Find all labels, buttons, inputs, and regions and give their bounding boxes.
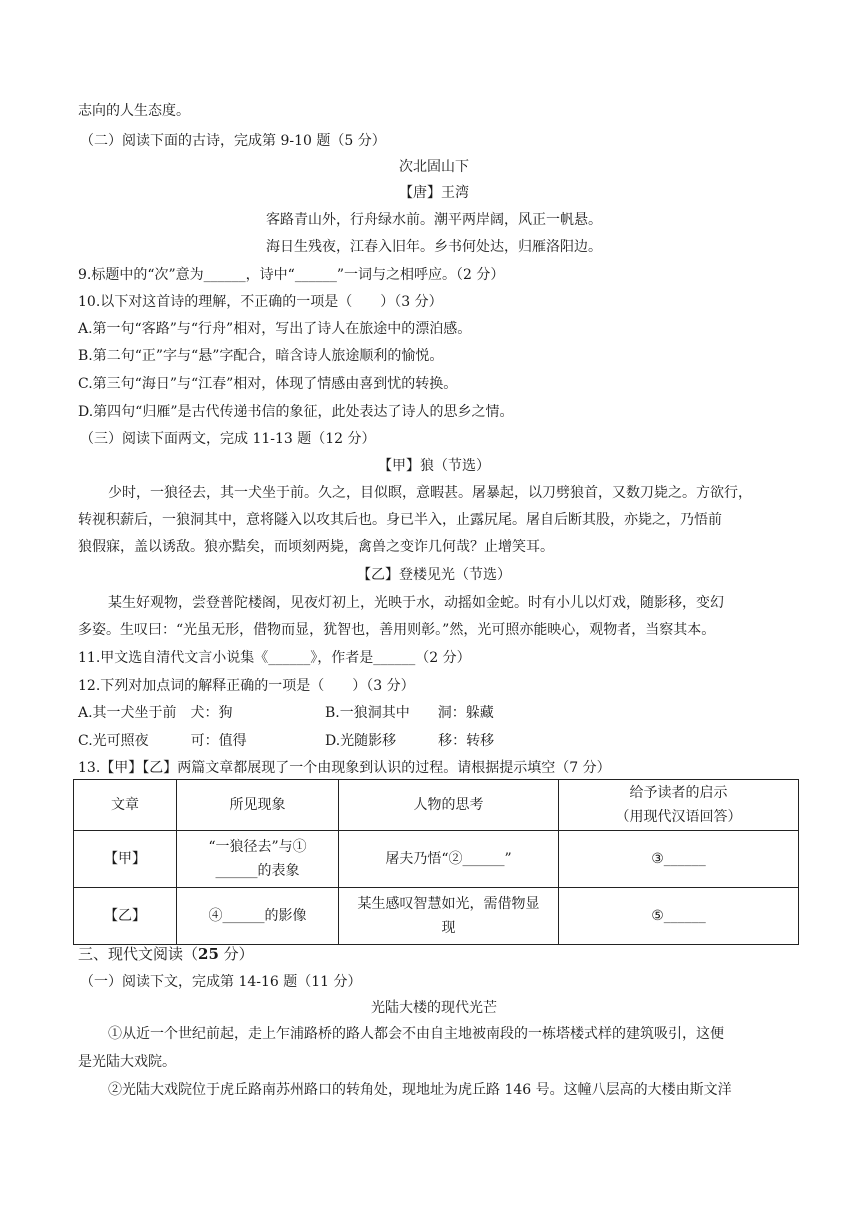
- section-3-heading-text: 三、现代文阅读（: [78, 945, 199, 963]
- question-10-option-b: B.第二句“正”字与“悬”字配合，暗含诗人旅途顺利的愉悦。: [78, 348, 444, 364]
- section-3-heading: [78, 944, 254, 964]
- text-yi-title: 【乙】登楼见光（节选）: [357, 567, 511, 583]
- question-12-option-a: A.其一犬坐于前 犬：狗: [78, 705, 233, 721]
- table-cell: ③______: [559, 831, 799, 888]
- table-cell: 屠夫乃悟“②______”: [339, 831, 559, 888]
- text-yi-para-2: 多姿。生叹曰：“光虽无形，借物而显，犹智也，善用则彰。”然，光可照亦能映心，观物者，当察其本。: [78, 622, 716, 638]
- article-para-2-line-1: ②光陆大戏院位于虎丘路南苏州路口的转角处，现地址为虎丘路 146 号。这幢八层高的大楼由斯文洋: [108, 1082, 732, 1098]
- section-2-intro: （二）阅读下面的古诗，完成第 9-10 题（5 分）: [80, 133, 386, 149]
- text-jia-title: 【甲】狼（节选）: [378, 458, 490, 474]
- table-cell: 【甲】: [74, 831, 177, 888]
- question-12-option-d: D.光随影移 移：转移: [325, 733, 495, 749]
- question-10-option-c: C.第三句“海日”与“江春”相对，体现了情感由喜到忧的转换。: [78, 376, 458, 392]
- question-12-option-b: B.一狼洞其中 洞：躲藏: [325, 705, 494, 721]
- section-3-intro: （三）阅读下面两文，完成 11-13 题（12 分）: [80, 431, 376, 447]
- table-header-cell: 文章: [74, 780, 177, 831]
- poem-title: 次北固山下: [399, 159, 469, 175]
- text-jia-para-2: 转视积薪后，一狼洞其中，意将隧入以攻其后也。身已半入，止露尻尾。屠自后断其股，亦毙之，乃悟前: [78, 512, 722, 528]
- question-11: 11.甲文选自清代文言小说集《______》，作者是______（2 分）: [78, 650, 471, 666]
- table-row: [74, 831, 799, 888]
- question-10-option-d: D.第四句“归雁”是古代传递书信的象征，此处表达了诗人的思乡之情。: [78, 404, 514, 420]
- question-10: 10.以下对这首诗的理解，不正确的一项是（ ）（3 分）: [78, 294, 443, 310]
- table-header-cell: 给予读者的启示 （用现代汉语回答）: [559, 780, 799, 831]
- section-3-score: 25: [198, 945, 219, 963]
- table-cell: “一狼径去”与① ______的表象: [177, 831, 339, 888]
- question-13-table: [73, 779, 799, 945]
- question-9: 9.标题中的“次”意为______，诗中“______”一词与之相呼应。（2 分）: [78, 267, 505, 283]
- section-3-heading-end: 分）: [218, 945, 254, 963]
- text-yi-para-1: 某生好观物，尝登普陀楼阁，见夜灯初上，光映于水，动摇如金蛇。时有小儿以灯戏，随影移，变幻: [108, 595, 724, 611]
- article-para-1-line-2: 是光陆大戏院。: [78, 1054, 176, 1070]
- table-row: [74, 888, 799, 945]
- poem-author: 【唐】王湾: [399, 185, 469, 201]
- continued-text: 志向的人生态度。: [78, 103, 190, 119]
- article-title: 光陆大楼的现代光芒: [371, 1000, 497, 1016]
- question-13: 13.【甲】【乙】两篇文章都展现了一个由现象到认识的过程。请根据提示填空（7 分）: [78, 760, 611, 776]
- table-cell: 【乙】: [74, 888, 177, 945]
- article-para-1-line-1: ①从近一个世纪前起，走上乍浦路桥的路人都会不由自主地被南段的一栋塔楼式样的建筑吸引，这便: [108, 1026, 724, 1042]
- table-header-cell: 人物的思考: [339, 780, 559, 831]
- table-header-row: [74, 780, 799, 831]
- text-jia-para-3: 狼假寐，盖以诱敌。狼亦黠矣，而顷刻两毙，禽兽之变诈几何哉？止增笑耳。: [78, 539, 554, 555]
- table-cell: 某生感叹智慧如光，需借物显 现: [339, 888, 559, 945]
- text-jia-para-1: 少时，一狼径去，其一犬坐于前。久之，目似瞑，意暇甚。屠暴起，以刀劈狼首，又数刀毙之。方欲行，: [108, 485, 752, 501]
- table-cell: ④______的影像: [177, 888, 339, 945]
- question-10-option-a: A.第一句“客路”与“行舟”相对，写出了诗人在旅途中的漂泊感。: [78, 321, 472, 337]
- table-cell: ⑤______: [559, 888, 799, 945]
- part-1-intro: （一）阅读下文，完成第 14-16 题（11 分）: [80, 974, 362, 990]
- question-12: 12.下列对加点词的解释正确的一项是（ ）（3 分）: [78, 678, 415, 694]
- poem-line-1: 客路青山外，行舟绿水前。潮平两岸阔，风正一帆悬。: [266, 212, 602, 228]
- question-12-option-c: C.光可照夜 可：值得: [78, 733, 247, 749]
- table-header-cell: 所见现象: [177, 780, 339, 831]
- poem-line-2: 海日生残夜，江春入旧年。乡书何处达，归雁洛阳边。: [266, 239, 602, 255]
